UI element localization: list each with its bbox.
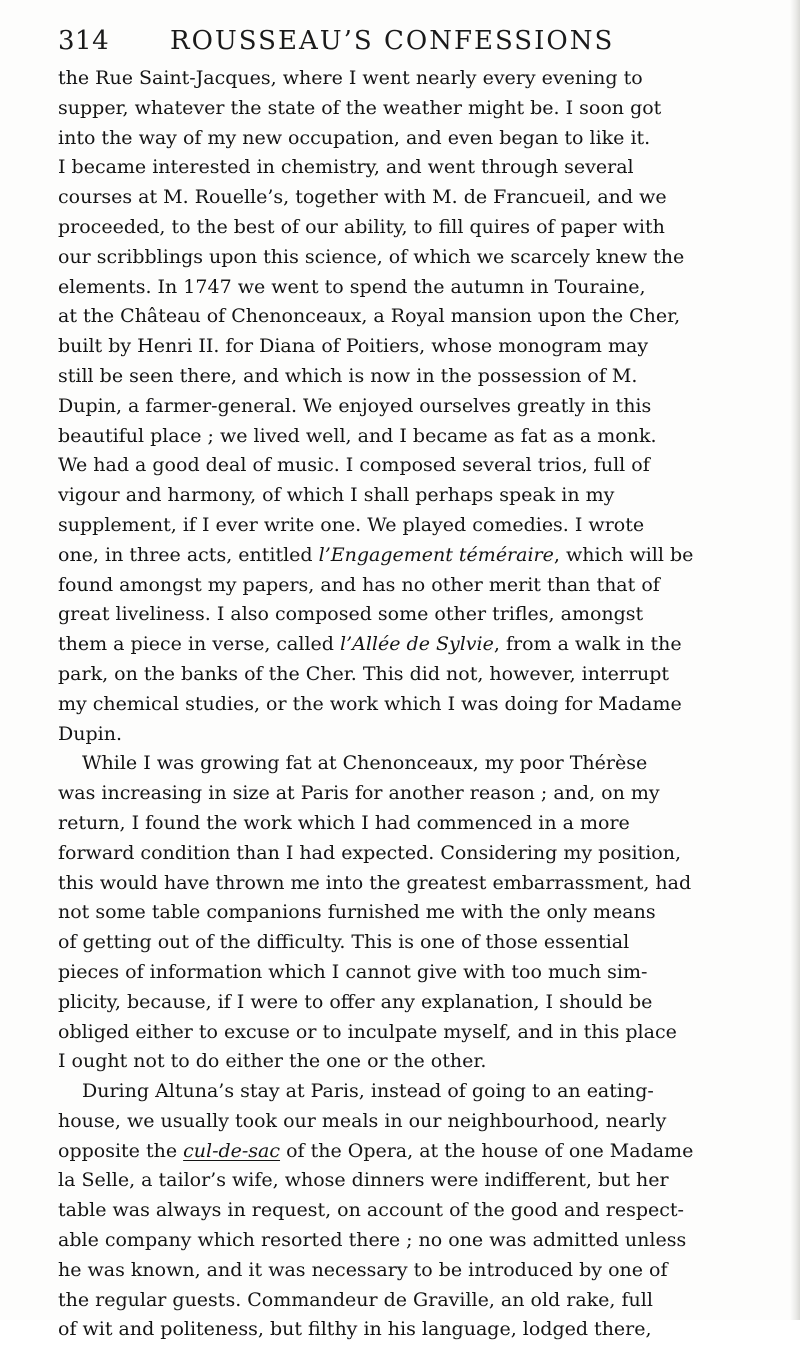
text-run: I became interested in chemistry, and went through several (58, 156, 634, 179)
text-run: of the Opera, at the house of one Madame (280, 1139, 694, 1162)
text-run: During Altuna’s stay at Paris, instead of going to an eating- (82, 1080, 654, 1103)
text-line (58, 1256, 780, 1286)
text-line (58, 898, 780, 928)
text-run: at the Château of Chenonceaux, a Royal mansion upon the Cher, (58, 305, 681, 328)
text-line (58, 869, 780, 899)
text-line (58, 660, 780, 690)
text-run: he was known, and it was necessary to be introduced by one of (58, 1258, 668, 1281)
text-run: was increasing in size at Paris for another reason ; and, on my (58, 782, 660, 805)
text-run: still be seen there, and which is now in the possession of M. (58, 364, 638, 387)
text-line (58, 749, 780, 779)
emphasized-text: cul-de-sac (183, 1139, 281, 1162)
text-line (58, 153, 780, 183)
emphasized-text: l’Allée de Sylvie (340, 633, 494, 656)
text-run: of wit and politeness, but filthy in his language, lodged there, (58, 1318, 652, 1341)
text-line (58, 1137, 780, 1167)
text-run: my chemical studies, or the work which I was doing for Madame (58, 692, 682, 715)
text-line (58, 64, 780, 94)
text-line (58, 779, 780, 809)
text-run: elements. In 1747 we went to spend the autumn in Touraine, (58, 275, 646, 298)
text-line (58, 124, 780, 154)
text-line (58, 1166, 780, 1196)
text-run: them a piece in verse, called (58, 633, 341, 656)
text-run: , from a walk in the (493, 633, 682, 656)
text-run: beautiful place ; we lived well, and I became as fat as a monk. (58, 424, 657, 447)
text-run: Dupin, a farmer-general. We enjoyed ourselves greatly in this (58, 394, 652, 417)
text-run: table was always in request, on account of the good and respect- (58, 1199, 684, 1222)
text-run: one, in three acts, entitled (58, 543, 319, 566)
text-run: opposite the (58, 1139, 184, 1162)
text-run: , which will be (553, 543, 694, 566)
text-line (58, 302, 780, 332)
text-run: house, we usually took our meals in our neighbourhood, nearly (58, 1109, 667, 1132)
text-line (58, 690, 780, 720)
text-run: plicity, because, if I were to offer any explanation, I should be (58, 990, 653, 1013)
emphasized-text: l’Engagement téméraire (318, 543, 554, 566)
text-line (58, 600, 780, 630)
text-line (58, 243, 780, 273)
text-run: park, on the banks of the Cher. This did not, however, interrupt (58, 662, 670, 685)
text-line (58, 1226, 780, 1256)
text-line (58, 94, 780, 124)
text-run: la Selle, a tailor’s wife, whose dinners were indifferent, but her (58, 1169, 669, 1192)
text-line (58, 928, 780, 958)
text-line (58, 392, 780, 422)
text-run: our scribblings upon this science, of which we scarcely knew the (58, 245, 685, 268)
text-run: return, I found the work which I had commenced in a more (58, 811, 630, 834)
text-line (58, 988, 780, 1018)
text-line (58, 541, 780, 571)
text-run: obliged either to excuse or to inculpate myself, and in this place (58, 1020, 677, 1043)
text-run: We had a good deal of music. I composed several trios, full of (58, 454, 650, 477)
running-head: ROUSSEAU’S CONFESSIONS (170, 26, 615, 56)
text-run: supper, whatever the state of the weather might be. I soon got (58, 96, 662, 119)
text-run: found amongst my papers, and has no other merit than that of (58, 573, 660, 596)
text-line (58, 1077, 780, 1107)
text-run: this would have thrown me into the greatest embarrassment, had (58, 871, 692, 894)
page-edge-shadow (790, 0, 800, 1320)
page-header (58, 26, 778, 60)
text-line (58, 958, 780, 988)
text-line (58, 213, 780, 243)
text-run: vigour and harmony, of which I shall perhaps speak in my (58, 484, 615, 507)
text-run: the regular guests. Commandeur de Graville, an old rake, full (58, 1288, 653, 1311)
text-run: While I was growing fat at Chenonceaux, my poor Thérèse (82, 752, 648, 775)
text-run: courses at M. Rouelle’s, together with M. de Francueil, and we (58, 186, 667, 209)
text-line (58, 422, 780, 452)
text-line (58, 809, 780, 839)
text-run: supplement, if I ever write one. We played comedies. I wrote (58, 513, 645, 536)
text-line (58, 630, 780, 660)
text-run: into the way of my new occupation, and even began to like it. (58, 126, 651, 149)
text-run: Dupin. (58, 722, 122, 745)
text-run: not some table companions furnished me with the only means (58, 901, 656, 924)
text-line (58, 1018, 780, 1048)
page-number: 314 (58, 26, 110, 56)
text-run: of getting out of the difficulty. This is one of those essential (58, 931, 630, 954)
text-line (58, 720, 780, 750)
text-run: proceeded, to the best of our ability, to fill quires of paper with (58, 215, 665, 238)
text-run: pieces of information which I cannot give with too much sim- (58, 960, 648, 983)
text-line (58, 1047, 780, 1077)
text-line (58, 839, 780, 869)
text-line (58, 451, 780, 481)
text-line (58, 183, 780, 213)
text-run: great liveliness. I also composed some other trifles, amongst (58, 603, 644, 626)
text-run: able company which resorted there ; no one was admitted unless (58, 1229, 687, 1252)
text-run: I ought not to do either the one or the other. (58, 1050, 487, 1073)
text-line (58, 571, 780, 601)
body-text (58, 64, 780, 1345)
text-line (58, 481, 780, 511)
text-line (58, 511, 780, 541)
text-run: the Rue Saint-Jacques, where I went nearly every evening to (58, 67, 643, 89)
text-line (58, 332, 780, 362)
text-line (58, 273, 780, 303)
text-run: built by Henri II. for Diana of Poitiers, whose monogram may (58, 335, 649, 358)
text-line (58, 362, 780, 392)
text-line (58, 1196, 780, 1226)
text-line (58, 1286, 780, 1316)
text-run: forward condition than I had expected. Considering my position, (58, 841, 682, 864)
text-line (58, 1107, 780, 1137)
